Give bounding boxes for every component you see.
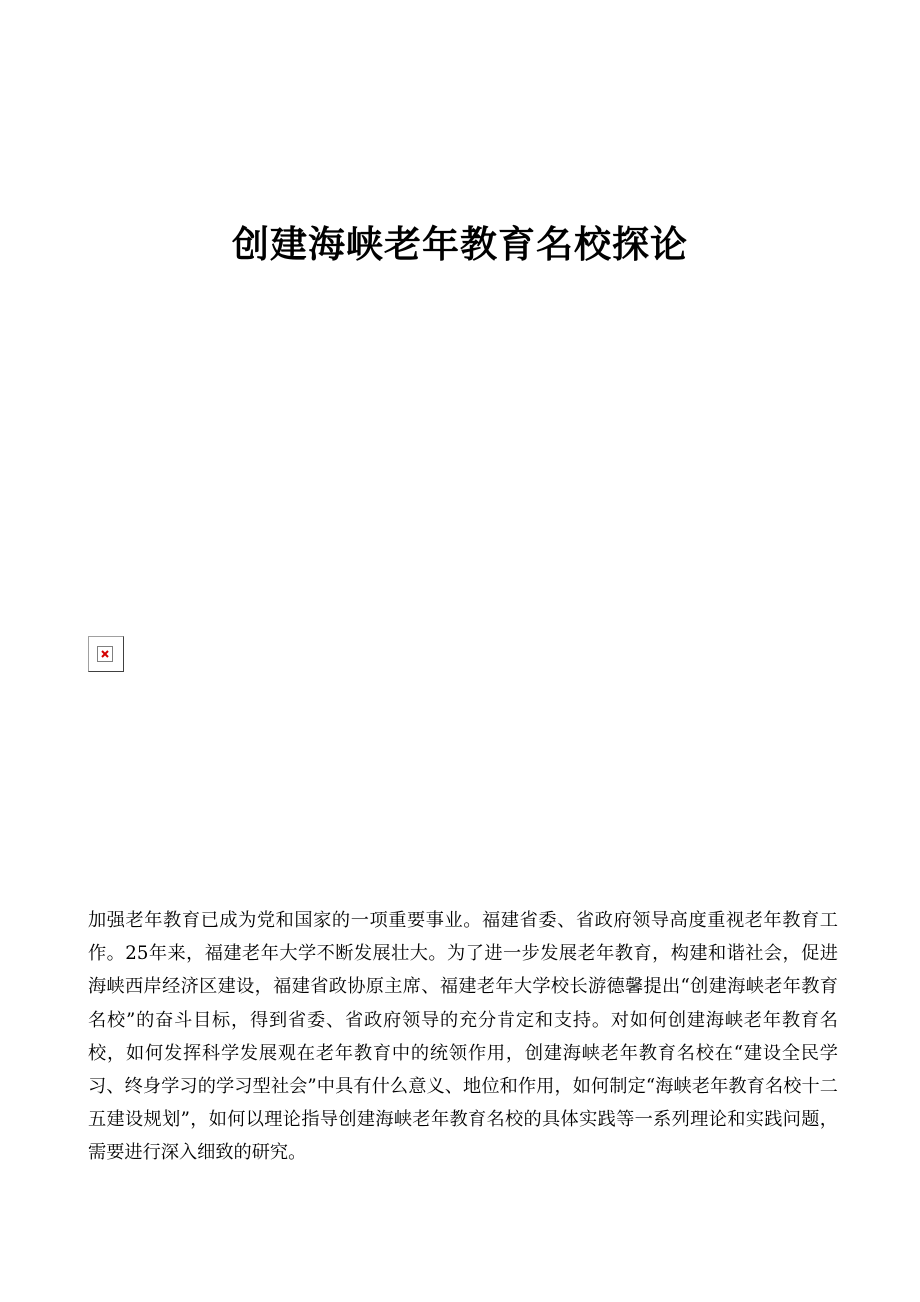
document-title: 创建海峡老年教育名校探论 xyxy=(232,222,688,266)
red-x-icon xyxy=(98,647,112,661)
broken-image-icon xyxy=(88,636,124,672)
body-paragraph: 加强老年教育已成为党和国家的一项重要事业。福建省委、省政府领导高度重视老年教育工作。25年来，福建老年大学不断发展壮大。为了进一步发展老年教育，构建和谐社会，促进海峡西岸经济区建设，福建省政协原主席、福建老年大学校长游德馨提出“创建海峡老年教育名校”的奋斗目标，得到省委、省政府领导的充分肯定和支持。对如何创建海峡老年教育名校，如何发挥科学发展观在老年教育中的统领作用，创建海峡老年教育名校在“建设全民学习、终身学习的学习型社会”中具有什么意义、地位和作用，如何制定“海峡老年教育名校十二五建设规划”，如何以理论指导创建海峡老年教育名校的具体实践等一系列理论和实践问题，需要进行深入细致的研究。 xyxy=(88,910,838,1164)
broken-image-frame xyxy=(97,646,113,662)
